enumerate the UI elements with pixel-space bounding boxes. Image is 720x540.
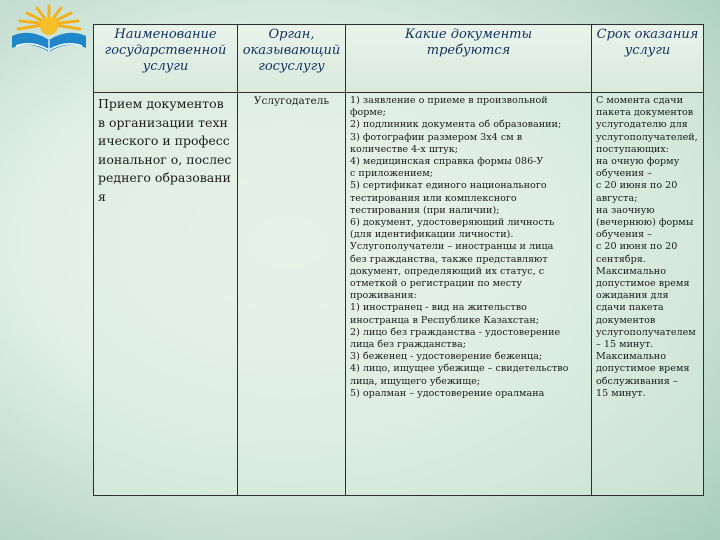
term-line: пакета документов xyxy=(596,107,694,119)
term-line: (вечернюю) формы xyxy=(596,217,694,229)
documents-line: 4) медицинская справка формы 086-У xyxy=(350,156,544,168)
documents-line: 1) заявление о приеме в произвольной xyxy=(350,95,548,106)
term-line: услугополучателем xyxy=(596,326,696,338)
documents-line: 5) оралман – удостоверение оралмана xyxy=(350,387,545,399)
documents-line: без гражданства, также представляют xyxy=(350,253,548,265)
term-line: с 20 июня по 20 xyxy=(596,180,678,192)
term-cell xyxy=(592,93,704,496)
documents-line: количестве 4-х штук; xyxy=(350,143,458,155)
services-table xyxy=(93,24,704,496)
documents-line: 3) беженец - удостоверение беженца; xyxy=(350,351,543,363)
documents-line: форме; xyxy=(350,107,386,119)
header-service-name: Наименование государственной услуги xyxy=(94,25,238,93)
term-line: августа; xyxy=(596,192,638,204)
header-provider: Орган, оказывающий госуслугу xyxy=(238,25,346,93)
term-line: обслуживания – xyxy=(596,375,678,387)
documents-line: 6) документ, удостоверяющий личность xyxy=(350,217,555,229)
documents-line: 5) сертификат единого национального xyxy=(350,180,547,192)
term-line: сентября. xyxy=(596,253,646,265)
table-row xyxy=(94,93,704,496)
term-line: обучения – xyxy=(596,168,652,180)
open-book-rising-sun-icon xyxy=(4,2,94,64)
documents-cell xyxy=(346,93,592,496)
term-line: 15 минут. xyxy=(596,387,646,399)
documents-line: документ, определяющий их статус, с xyxy=(350,265,545,277)
documents-line: иностранца в Республике Казахстан; xyxy=(350,314,539,326)
documents-line: 2) подлинник документа об образовании; xyxy=(350,119,562,131)
term-line: обучения – xyxy=(596,229,652,241)
documents-line: (для идентификации личности). xyxy=(350,229,514,241)
term-line: ожидания для xyxy=(596,290,669,302)
header-term: Срок оказания услуги xyxy=(592,25,704,93)
term-line: Максимально xyxy=(596,351,666,363)
header-documents: Какие документы требуются xyxy=(346,25,592,93)
term-line: Максимально xyxy=(596,265,666,277)
term-line: с 20 июня по 20 xyxy=(596,241,678,253)
documents-line: 4) лицо, ищущее убежище – свидетельство xyxy=(350,363,569,375)
documents-line: лица, ищущего убежище; xyxy=(350,375,481,387)
documents-line: с приложением; xyxy=(350,168,433,180)
documents-line: Услугополучатели – иностранцы и лица xyxy=(350,241,554,253)
term-line: на заочную xyxy=(596,204,655,216)
term-line: С момента сдачи xyxy=(596,95,683,106)
term-line: допустимое время xyxy=(596,363,690,375)
documents-line: тестирования или комплексного xyxy=(350,192,517,204)
documents-line: проживания: xyxy=(350,290,417,302)
provider-cell: Услугодатель xyxy=(238,93,346,496)
documents-line: отметкой о регистрации по месту xyxy=(350,278,523,290)
term-line: услугодателю для xyxy=(596,119,688,131)
service-name-cell: Прием документов в организации технического и профессиональног о, послесреднего образования xyxy=(94,93,238,496)
documents-line: лица без гражданства; xyxy=(350,339,466,351)
term-line: услугополучателей, xyxy=(596,131,698,143)
term-line: допустимое время xyxy=(596,278,690,290)
term-line: – 15 минут. xyxy=(596,339,654,351)
term-line: на очную форму xyxy=(596,156,680,168)
documents-line: тестирования (при наличии); xyxy=(350,204,500,216)
documents-line: 3) фотографии размером 3х4 см в xyxy=(350,131,523,143)
term-line: документов xyxy=(596,314,656,326)
term-line: сдачи пакета xyxy=(596,302,664,314)
documents-line: 2) лицо без гражданства - удостоверение xyxy=(350,326,561,338)
table-header-row xyxy=(94,25,704,93)
term-line: поступающих: xyxy=(596,143,669,155)
documents-line: 1) иностранец - вид на жительство xyxy=(350,302,527,314)
